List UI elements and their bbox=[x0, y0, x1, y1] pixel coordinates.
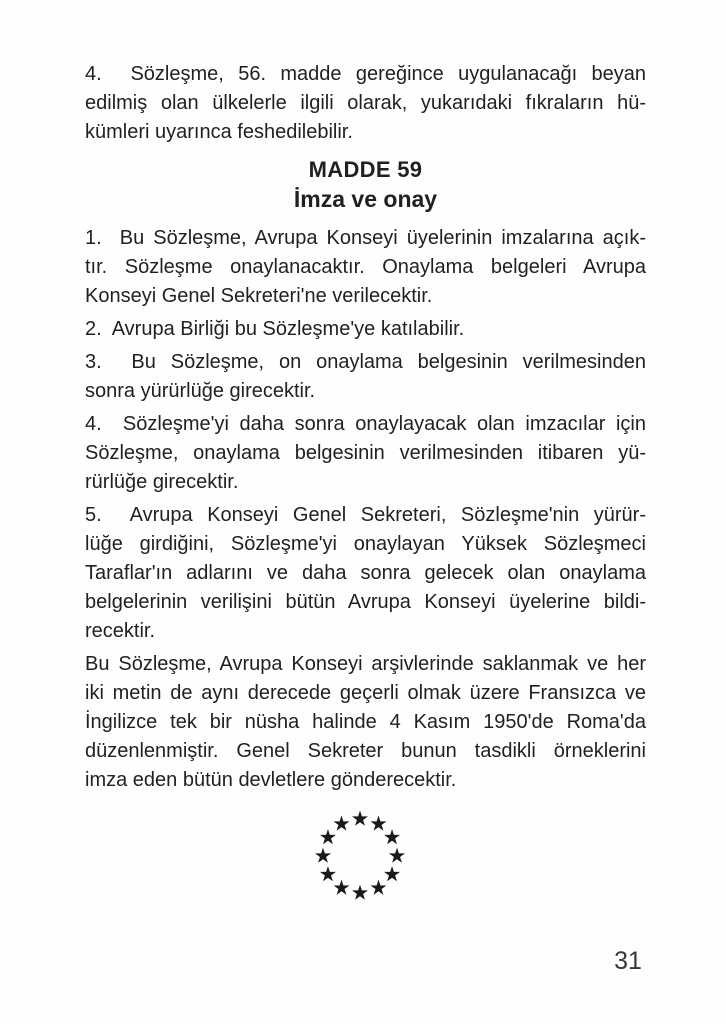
paragraph-line: belgelerinin verilişini bütün Avrupa Konseyi üyelerine bildi- bbox=[85, 591, 646, 613]
paragraph bbox=[85, 224, 646, 311]
paragraph-line: 3. Bu Sözleşme, on onaylama belgesinin verilmesinden bbox=[85, 351, 646, 373]
paragraph bbox=[85, 60, 646, 147]
paragraph-line: Taraflar'ın adlarını ve daha sonra gelecek olan onaylama bbox=[85, 562, 646, 584]
paragraph-line: rürlüğe girecektir. bbox=[85, 471, 239, 493]
paragraph-line: 1. Bu Sözleşme, Avrupa Konseyi üyelerinin imzalarına açık- bbox=[85, 227, 646, 249]
text-column bbox=[85, 60, 646, 799]
paragraph-line: İngilizce tek bir nüsha halinde 4 Kasım 1950'de Roma'da bbox=[85, 711, 646, 733]
paragraph bbox=[85, 501, 646, 646]
paragraph bbox=[85, 650, 646, 795]
paragraph-line: düzenlenmiştir. Genel Sekreter bunun tasdikli örneklerini bbox=[85, 740, 646, 762]
paragraph-line: Konseyi Genel Sekreteri'ne verilecektir. bbox=[85, 285, 433, 307]
paragraph-line: lüğe girdiğini, Sözleşme'yi onaylayan Yüksek Sözleşmeci bbox=[85, 533, 646, 555]
paragraph-line: 2. Avrupa Birliği bu Sözleşme'ye katılabilir. bbox=[85, 318, 465, 340]
paragraph-line: edilmiş olan ülkelerle ilgili olarak, yukarıdaki fıkraların hü- bbox=[85, 92, 646, 114]
paragraph-line: kümleri uyarınca feshedilebilir. bbox=[85, 121, 353, 143]
page-number: 31 bbox=[614, 947, 642, 975]
paragraph-line: Sözleşme, onaylama belgesinin verilmesinden itibaren yü- bbox=[85, 442, 646, 464]
paragraph-line: sonra yürürlüğe girecektir. bbox=[85, 380, 316, 402]
paragraph-line: tır. Sözleşme onaylanacaktır. Onaylama belgeleri Avrupa bbox=[85, 256, 646, 278]
paragraph-line: 5. Avrupa Konseyi Genel Sekreteri, Sözleşme'nin yürür- bbox=[85, 504, 646, 526]
paragraph bbox=[85, 410, 646, 497]
paragraph-line: Bu Sözleşme, Avrupa Konseyi arşivlerinde saklanmak ve her bbox=[85, 653, 646, 675]
paragraph-line: recektir. bbox=[85, 620, 156, 642]
article-heading: MADDE 59 bbox=[308, 157, 423, 182]
eu-stars-emblem-icon bbox=[310, 806, 410, 906]
paragraph-line: 4. Sözleşme, 56. madde gereğince uygulanacağı beyan bbox=[85, 63, 646, 85]
paragraph-line: imza eden bütün devletlere gönderecektir. bbox=[85, 769, 457, 791]
paragraph bbox=[85, 348, 646, 406]
paragraph bbox=[85, 315, 646, 344]
paragraph-line: iki metin de aynı derecede geçerli olmak üzere Fransızca ve bbox=[85, 682, 646, 704]
paragraph-line: 4. Sözleşme'yi daha sonra onaylayacak olan imzacılar için bbox=[85, 413, 646, 435]
article-subheading: İmza ve onay bbox=[293, 186, 438, 212]
